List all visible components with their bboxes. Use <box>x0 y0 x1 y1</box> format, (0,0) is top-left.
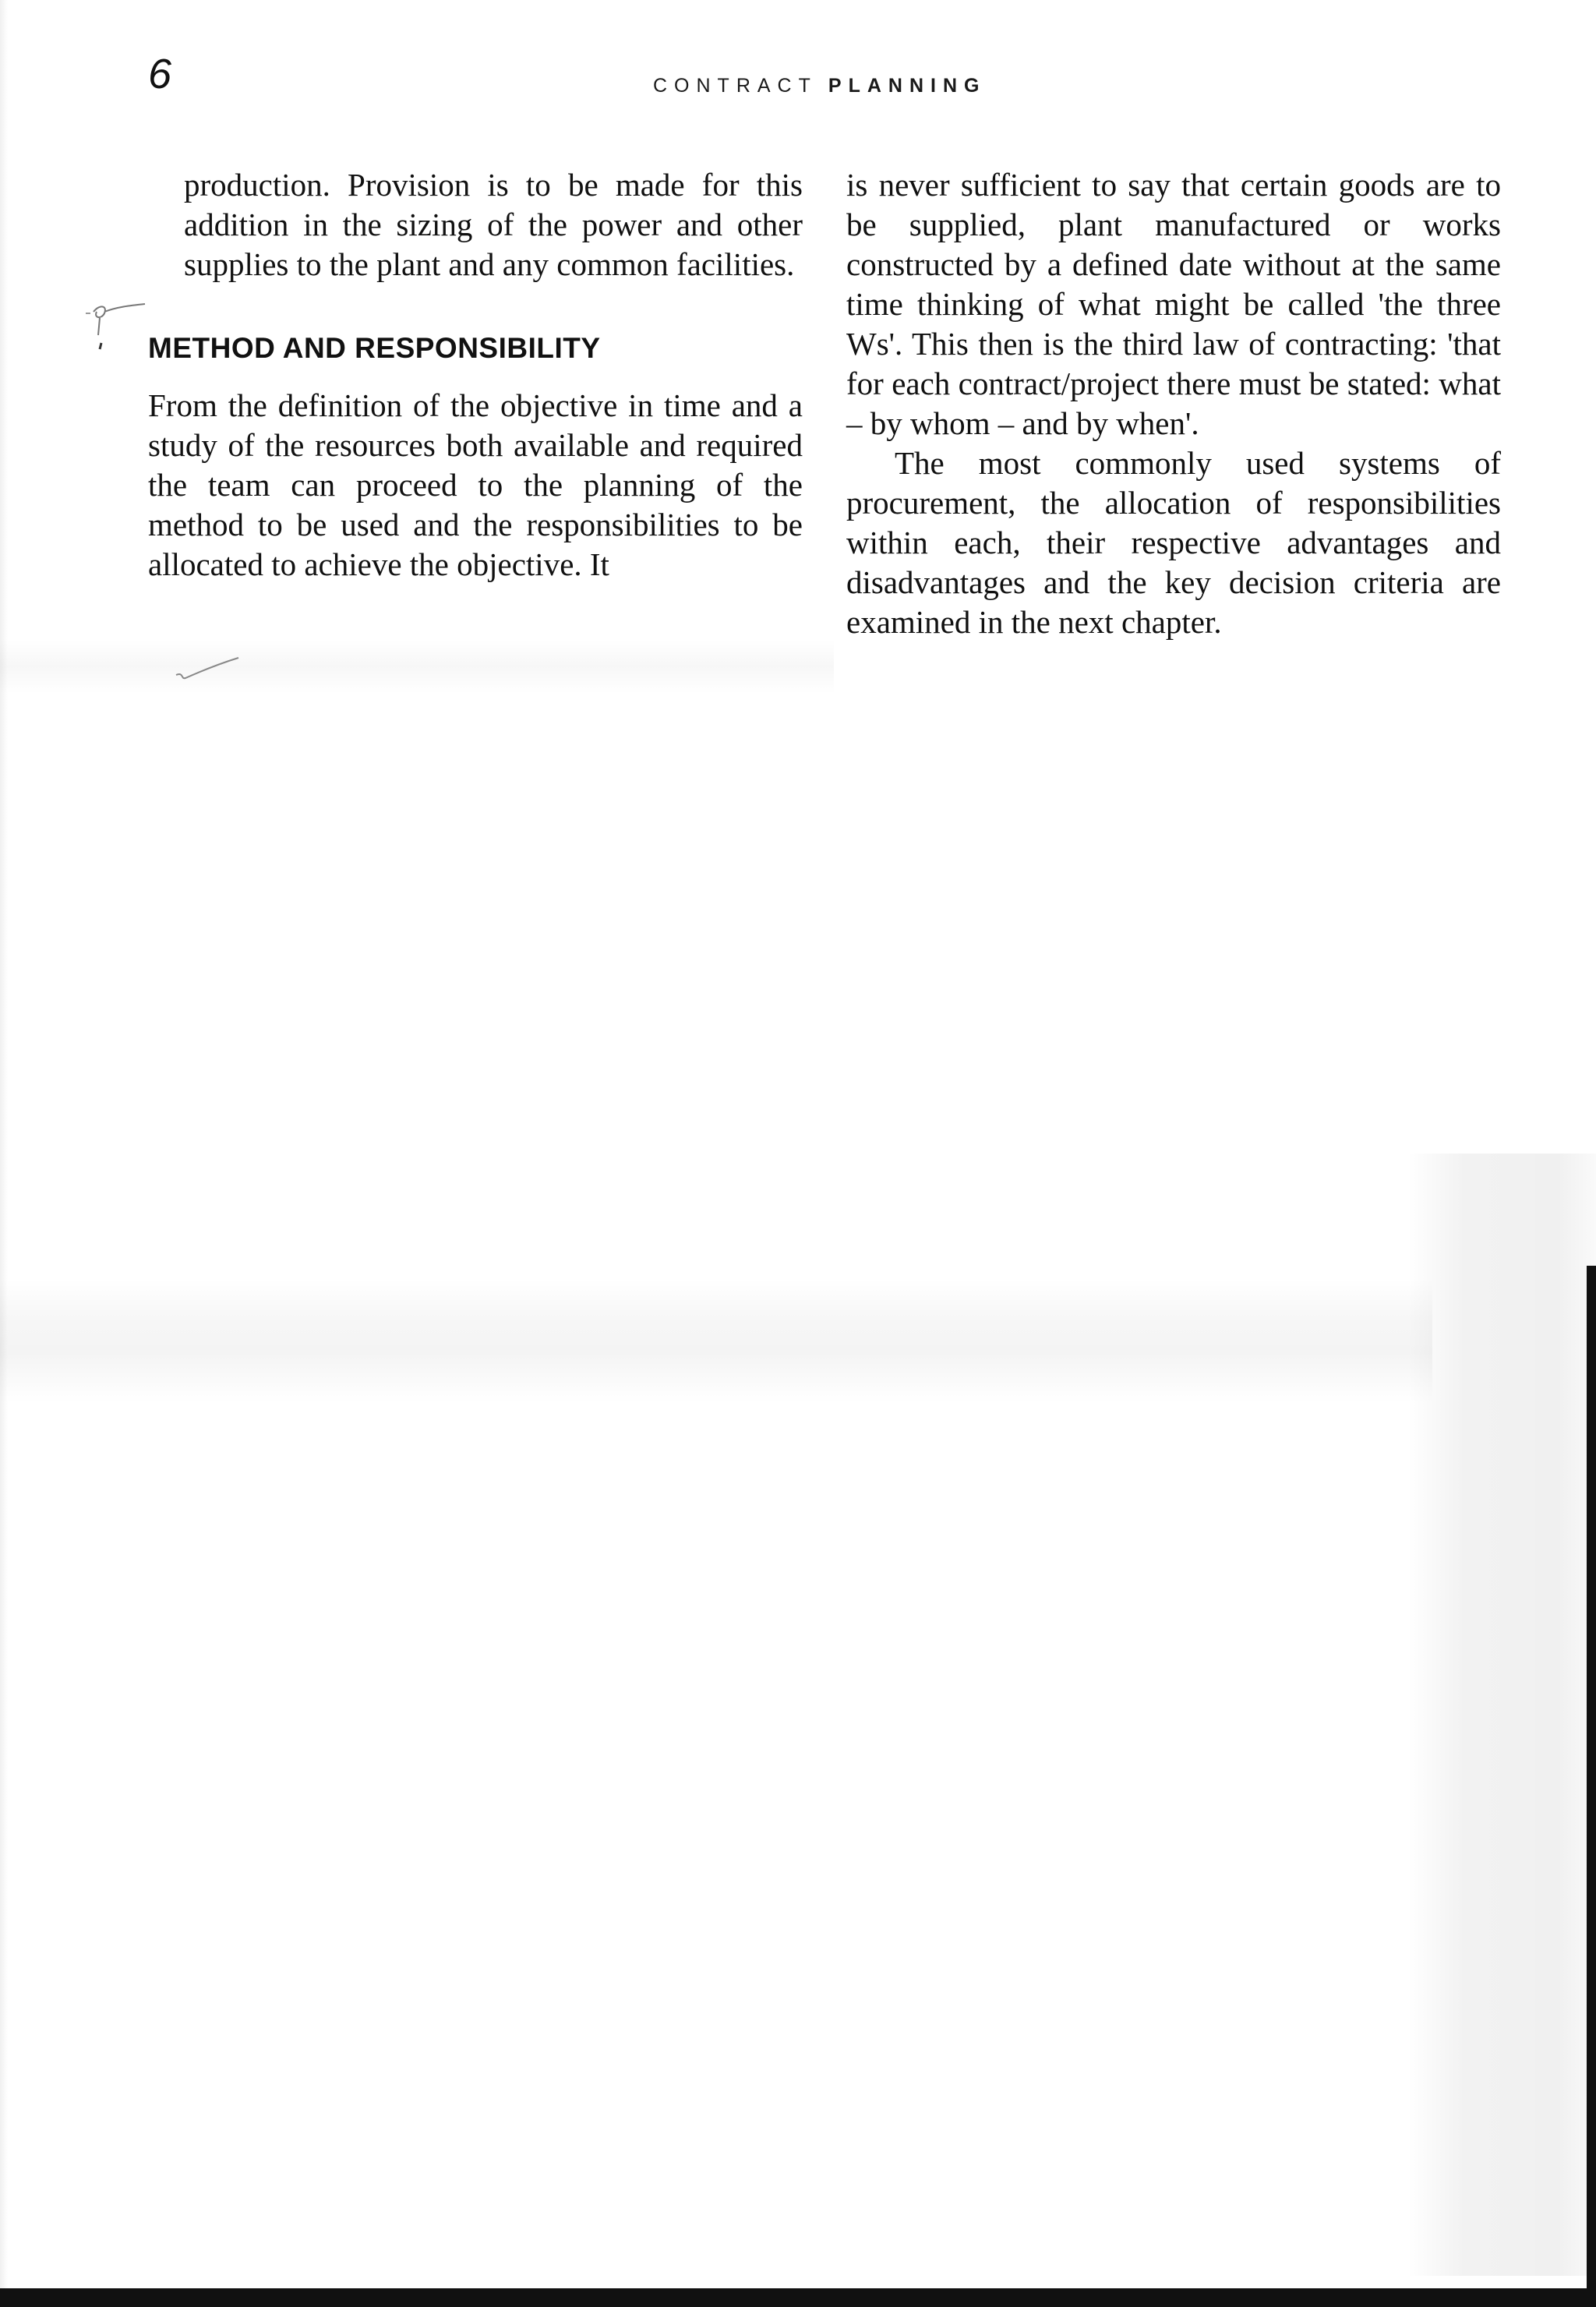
scan-shadow-right <box>1407 1154 1596 2276</box>
running-head-word: CONTRACT <box>653 75 817 97</box>
scan-shadow-left <box>0 0 8 2288</box>
scan-border-bottom <box>0 2288 1596 2307</box>
left-column <box>148 165 803 585</box>
scan-noise-band <box>0 639 834 694</box>
pencil-tick-icon <box>173 652 243 687</box>
section-heading: METHOD AND RESPONSIBILITY <box>148 332 601 364</box>
body-paragraph: The most commonly used systems of procurement, the allocation of responsibilities within each, their respective advantages and disadvantages and the key decision criteria are examined in the next chapter. <box>846 445 1501 640</box>
scan-border-right <box>1587 1266 1596 2288</box>
running-head <box>653 76 986 96</box>
continued-paragraph: production. Provision is to be made for this addition in the sizing of the power and other supplies to the plant and any common facilities. <box>184 167 803 282</box>
running-head-word: PLANNING <box>828 75 987 97</box>
right-column <box>846 165 1501 642</box>
scan-noise-band <box>0 1278 1432 1403</box>
pencil-mark-icon <box>70 295 156 351</box>
body-paragraph: From the definition of the objective in time and a study of the resources both available and required the team can proceed to the planning of the method to be used and the responsibilities to be allocated to achieve the objective. It <box>148 387 803 582</box>
continued-paragraph: is never sufficient to say that certain goods are to be supplied, plant manufactured or works constructed by a defined date without at the same time thinking of what might be called 'the three Ws'. This then is the third law of contracting: 'that for each contract/project there must be stated: what – by whom – and by when'. <box>846 167 1501 441</box>
page-number: 6 <box>148 51 172 97</box>
